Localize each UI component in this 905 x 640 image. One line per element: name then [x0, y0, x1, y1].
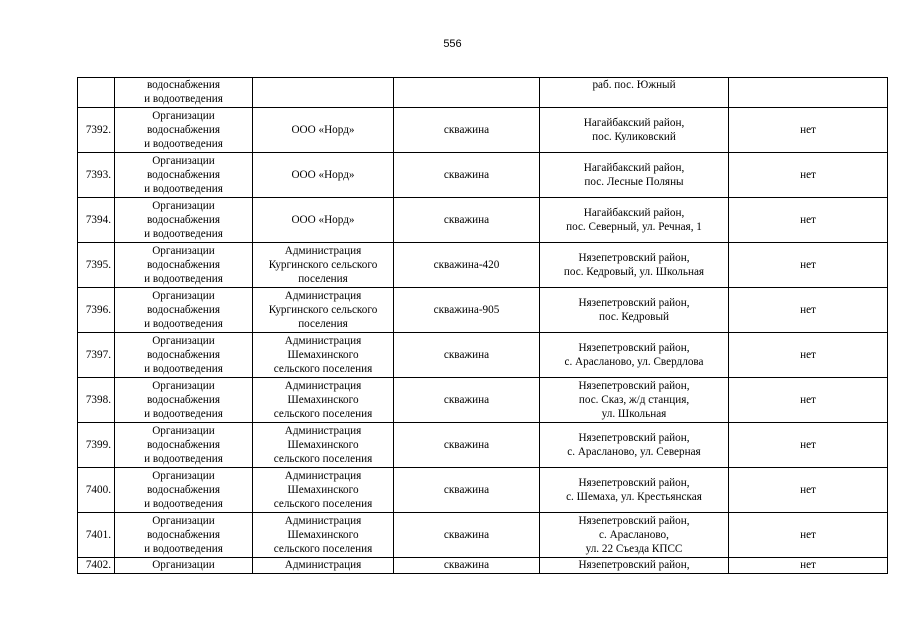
cell-number: 7402.: [78, 558, 115, 574]
cell-organization-type-line: Организации: [152, 380, 215, 392]
cell-owner: [253, 78, 394, 108]
cell-organization-type-line: водоснабжения: [146, 349, 221, 361]
cell-flag: нет: [729, 288, 888, 333]
cell-organization-type-line: и водоотведения: [144, 138, 223, 150]
cell-owner-line: Кургинского сельского: [268, 259, 378, 271]
cell-owner-line: Администрация: [284, 380, 362, 392]
cell-object: скважина: [394, 468, 540, 513]
cell-object: скважина: [394, 513, 540, 558]
cell-owner: [253, 288, 394, 333]
cell-organization-type-line: и водоотведения: [144, 408, 223, 420]
cell-organization-type-line: Организации: [152, 245, 215, 257]
cell-owner-line: Администрация: [284, 335, 362, 347]
cell-organization-type: [115, 288, 253, 333]
cell-object: скважина: [394, 423, 540, 468]
table-row: [78, 78, 888, 108]
cell-organization-type: [115, 198, 253, 243]
cell-number: 7392.: [78, 108, 115, 153]
cell-organization-type-line: водоснабжения: [146, 529, 221, 541]
cell-organization-type: [115, 423, 253, 468]
cell-location: [540, 333, 729, 378]
cell-location-line: Нязепетровский район,: [578, 477, 690, 489]
cell-location: [540, 108, 729, 153]
cell-flag: нет: [729, 513, 888, 558]
cell-organization-type-line: водоснабжения: [146, 124, 221, 136]
table-row: [78, 243, 888, 288]
cell-object: скважина-420: [394, 243, 540, 288]
cell-location: [540, 78, 729, 108]
cell-organization-type-line: и водоотведения: [144, 318, 223, 330]
cell-organization-type: [115, 513, 253, 558]
cell-location: [540, 558, 729, 574]
table-row: [78, 423, 888, 468]
cell-organization-type: [115, 243, 253, 288]
cell-number: 7401.: [78, 513, 115, 558]
cell-flag: нет: [729, 153, 888, 198]
cell-owner-line: Администрация: [284, 245, 362, 257]
cell-owner-line: поселения: [298, 318, 348, 330]
registry-table-body: [78, 78, 888, 574]
cell-organization-type: [115, 468, 253, 513]
cell-object: скважина: [394, 333, 540, 378]
cell-location-line: Нязепетровский район,: [578, 297, 690, 309]
cell-object: скважина: [394, 153, 540, 198]
cell-location-line: Нязепетровский район,: [578, 380, 690, 392]
cell-organization-type-line: Организации: [152, 470, 215, 482]
cell-owner-line: Шемахинского: [287, 439, 359, 451]
table-row: [78, 153, 888, 198]
cell-flag: нет: [729, 333, 888, 378]
table-row: [78, 378, 888, 423]
cell-location-line: Нязепетровский район,: [578, 515, 690, 527]
cell-location-line: Нязепетровский район,: [578, 342, 690, 354]
cell-location-line: пос. Куликовский: [592, 131, 676, 143]
cell-owner-line: Шемахинского: [287, 484, 359, 496]
cell-location-line: пос. Кедровый: [599, 311, 669, 323]
cell-organization-type-line: Организации: [152, 559, 215, 571]
cell-organization-type: [115, 153, 253, 198]
cell-location-line: с. Арасланово,: [599, 529, 669, 541]
cell-number: [78, 78, 115, 108]
cell-owner-line: Администрация: [284, 290, 362, 302]
cell-owner-line: сельского поселения: [273, 453, 373, 465]
cell-number: 7398.: [78, 378, 115, 423]
cell-organization-type-line: и водоотведения: [144, 273, 223, 285]
table-row: [78, 333, 888, 378]
cell-owner-line: сельского поселения: [273, 543, 373, 555]
cell-object: скважина: [394, 558, 540, 574]
cell-owner-line: ООО «Норд»: [291, 169, 355, 181]
registry-table: [77, 77, 888, 574]
cell-organization-type-line: и водоотведения: [144, 183, 223, 195]
cell-organization-type: [115, 333, 253, 378]
cell-flag: нет: [729, 423, 888, 468]
cell-owner-line: Администрация: [284, 425, 362, 437]
cell-owner-line: сельского поселения: [273, 408, 373, 420]
cell-location: [540, 468, 729, 513]
cell-organization-type-line: и водоотведения: [144, 228, 223, 240]
cell-number: 7393.: [78, 153, 115, 198]
cell-location-line: Нагайбакский район,: [583, 162, 685, 174]
cell-location-line: Нязепетровский район,: [578, 559, 690, 571]
cell-owner: [253, 423, 394, 468]
table-row: [78, 513, 888, 558]
cell-location-line: Нагайбакский район,: [583, 117, 685, 129]
cell-owner-line: Администрация: [284, 559, 362, 571]
cell-owner-line: Администрация: [284, 470, 362, 482]
cell-object: скважина: [394, 108, 540, 153]
cell-owner-line: ООО «Норд»: [291, 124, 355, 136]
cell-number: 7395.: [78, 243, 115, 288]
cell-location: [540, 423, 729, 468]
cell-owner: [253, 243, 394, 288]
cell-organization-type-line: и водоотведения: [144, 363, 223, 375]
cell-organization-type-line: водоснабжения: [146, 394, 221, 406]
cell-flag: нет: [729, 243, 888, 288]
cell-location-line: пос. Лесные Поляны: [584, 176, 684, 188]
cell-owner-line: Шемахинского: [287, 394, 359, 406]
cell-organization-type-line: Организации: [152, 155, 215, 167]
cell-owner-line: Шемахинского: [287, 529, 359, 541]
cell-number: 7396.: [78, 288, 115, 333]
cell-owner: [253, 108, 394, 153]
cell-organization-type: [115, 108, 253, 153]
cell-location-line: пос. Северный, ул. Речная, 1: [566, 221, 702, 233]
cell-owner: [253, 153, 394, 198]
cell-organization-type-line: водоснабжения: [146, 304, 221, 316]
cell-number: 7397.: [78, 333, 115, 378]
cell-location-line: раб. пос. Южный: [592, 79, 676, 91]
cell-location: [540, 513, 729, 558]
cell-flag: нет: [729, 558, 888, 574]
cell-owner-line: сельского поселения: [273, 498, 373, 510]
cell-object: скважина-905: [394, 288, 540, 333]
cell-owner-line: Администрация: [284, 515, 362, 527]
cell-owner-line: поселения: [298, 273, 348, 285]
cell-location-line: Нагайбакский район,: [583, 207, 685, 219]
cell-organization-type-line: водоснабжения: [146, 169, 221, 181]
table-row: [78, 558, 888, 574]
cell-flag: [729, 78, 888, 108]
cell-flag: нет: [729, 468, 888, 513]
cell-owner: [253, 333, 394, 378]
cell-organization-type: [115, 378, 253, 423]
cell-object: скважина: [394, 378, 540, 423]
cell-object: скважина: [394, 198, 540, 243]
cell-owner-line: Кургинского сельского: [268, 304, 378, 316]
cell-organization-type-line: и водоотведения: [144, 543, 223, 555]
cell-owner: [253, 378, 394, 423]
cell-organization-type-line: Организации: [152, 200, 215, 212]
cell-organization-type-line: Организации: [152, 425, 215, 437]
cell-owner: [253, 198, 394, 243]
table-row: [78, 468, 888, 513]
cell-location-line: пос. Сказ, ж/д станция,: [578, 394, 690, 406]
cell-location-line: с. Шемаха, ул. Крестьянская: [566, 491, 702, 503]
cell-location-line: ул. Школьная: [601, 408, 667, 420]
cell-organization-type-line: Организации: [152, 515, 215, 527]
cell-location: [540, 153, 729, 198]
cell-object: [394, 78, 540, 108]
cell-owner-line: Шемахинского: [287, 349, 359, 361]
cell-organization-type: [115, 78, 253, 108]
cell-organization-type-line: Организации: [152, 335, 215, 347]
cell-location-line: ул. 22 Съезда КПСС: [585, 543, 683, 555]
cell-location: [540, 198, 729, 243]
cell-location-line: Нязепетровский район,: [578, 432, 690, 444]
cell-organization-type-line: и водоотведения: [144, 93, 223, 105]
cell-organization-type-line: водоснабжения: [146, 79, 221, 91]
cell-organization-type: [115, 558, 253, 574]
cell-flag: нет: [729, 378, 888, 423]
cell-organization-type-line: и водоотведения: [144, 453, 223, 465]
cell-location: [540, 243, 729, 288]
cell-owner: [253, 468, 394, 513]
cell-owner: [253, 513, 394, 558]
cell-number: 7400.: [78, 468, 115, 513]
cell-location-line: пос. Кедровый, ул. Школьная: [563, 266, 705, 278]
table-row: [78, 288, 888, 333]
page-number: 556: [443, 38, 462, 50]
cell-organization-type-line: водоснабжения: [146, 484, 221, 496]
cell-owner-line: ООО «Норд»: [291, 214, 355, 226]
cell-organization-type-line: водоснабжения: [146, 259, 221, 271]
cell-organization-type-line: и водоотведения: [144, 498, 223, 510]
cell-flag: нет: [729, 198, 888, 243]
cell-location-line: с. Арасланово, ул. Свердлова: [564, 356, 704, 368]
cell-organization-type-line: Организации: [152, 110, 215, 122]
table-row: [78, 198, 888, 243]
cell-location-line: с. Арасланово, ул. Северная: [567, 446, 701, 458]
cell-owner-line: сельского поселения: [273, 363, 373, 375]
cell-location-line: Нязепетровский район,: [578, 252, 690, 264]
cell-organization-type-line: водоснабжения: [146, 439, 221, 451]
cell-flag: нет: [729, 108, 888, 153]
table-row: [78, 108, 888, 153]
cell-organization-type-line: водоснабжения: [146, 214, 221, 226]
cell-location: [540, 288, 729, 333]
cell-number: 7394.: [78, 198, 115, 243]
cell-location: [540, 378, 729, 423]
cell-number: 7399.: [78, 423, 115, 468]
cell-organization-type-line: Организации: [152, 290, 215, 302]
cell-owner: [253, 558, 394, 574]
